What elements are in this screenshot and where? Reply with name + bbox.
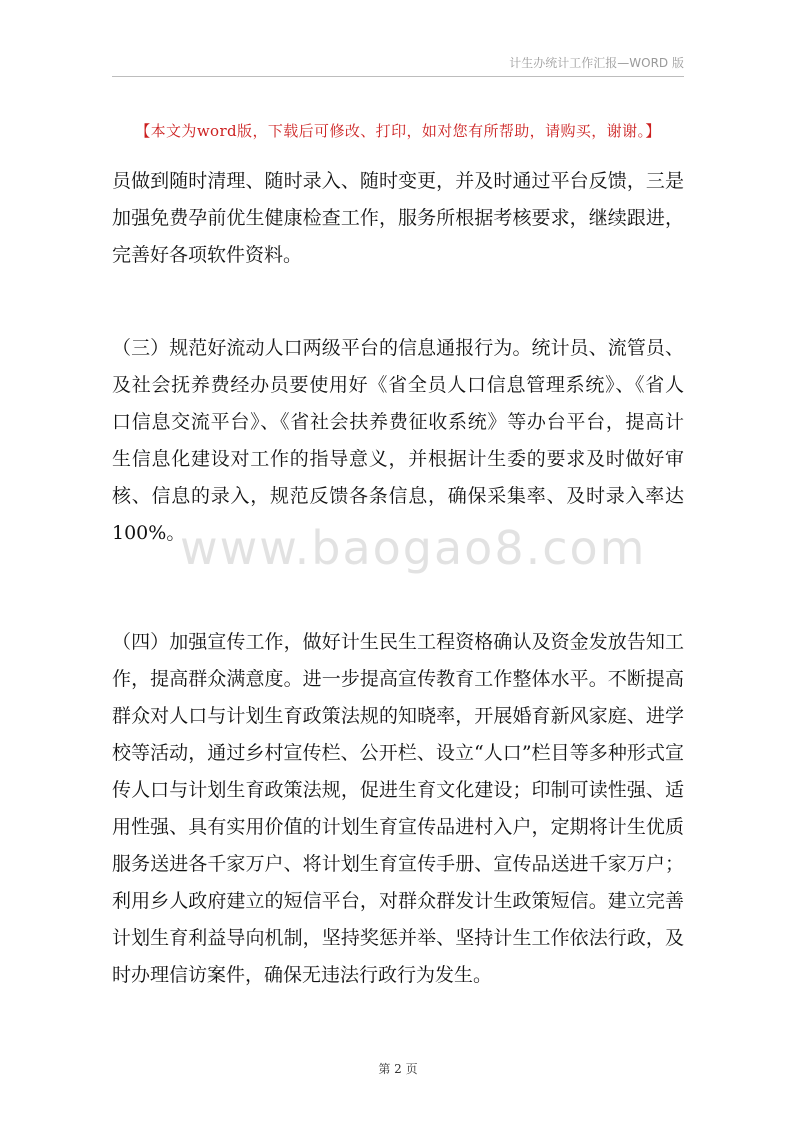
paragraph-line: 计划生育利益导向机制，坚持奖惩并举、坚持计生工作依法行政，及: [112, 927, 684, 949]
header-divider: [112, 76, 684, 77]
paragraph-line: （三）规范好流动人口两级平台的信息通报行为。统计员、流管员、: [112, 337, 684, 359]
watermark: www.baogao8.com: [180, 521, 647, 575]
paragraph-2: [112, 330, 684, 552]
paragraph-line: 及社会抚养费经办员要使用好《省全员人口信息管理系统》、《省人: [112, 374, 684, 396]
purchase-notice: 【本文为word版，下载后可修改、打印，如对您有所帮助，请购买，谢谢。】: [135, 122, 661, 140]
paragraph-line: 用性强、具有实用价值的计划生育宣传品进村入户，定期将计生优质: [112, 816, 684, 838]
paragraph-line: 利用乡人政府建立的短信平台，对群众群发计生政策短信。建立完善: [112, 890, 684, 912]
paragraph-line: 核、信息的录入，规范反馈各条信息，确保采集率、及时录入率达: [112, 485, 684, 507]
paragraph-line: 员做到随时清理、随时录入、随时变更，并及时通过平台反馈，三是: [112, 170, 684, 192]
paragraph-line: 100%。: [112, 522, 186, 544]
paragraph-line: 传人口与计划生育政策法规，促进生育文化建设；印制可读性强、适: [112, 779, 684, 801]
paragraph-line: 口信息交流平台》、《省社会扶养费征收系统》等办台平台，提高计: [112, 411, 684, 433]
paragraph-line: 时办理信访案件，确保无违法行政行为发生。: [112, 964, 493, 986]
paragraph-line: 作，提高群众满意度。进一步提高宣传教育工作整体水平。不断提高: [112, 668, 684, 690]
paragraph-line: 校等活动，通过乡村宣传栏、公开栏、设立“人口”栏目等多种形式宣: [112, 742, 684, 764]
page-number: 第 2 页: [378, 1062, 418, 1076]
paragraph-line: （四）加强宣传工作，做好计生民生工程资格确认及资金发放告知工: [112, 631, 684, 653]
paragraph-line: 群众对人口与计划生育政策法规的知晓率，开展婚育新风家庭、进学: [112, 705, 684, 727]
paragraph-3: [112, 624, 684, 994]
paragraph-1: [112, 163, 684, 274]
paragraph-line: 服务送进各千家万户、将计划生育宣传手册、宣传品送进千家万户；: [112, 853, 684, 875]
paragraph-line: 生信息化建设对工作的指导意义，并根据计生委的要求及时做好审: [112, 448, 684, 470]
paragraph-line: 完善好各项软件资料。: [112, 244, 303, 266]
paragraph-line: 加强免费孕前优生健康检查工作，服务所根据考核要求，继续跟进，: [112, 207, 684, 229]
page-header: 计生办统计工作汇报—WORD 版: [509, 56, 684, 70]
